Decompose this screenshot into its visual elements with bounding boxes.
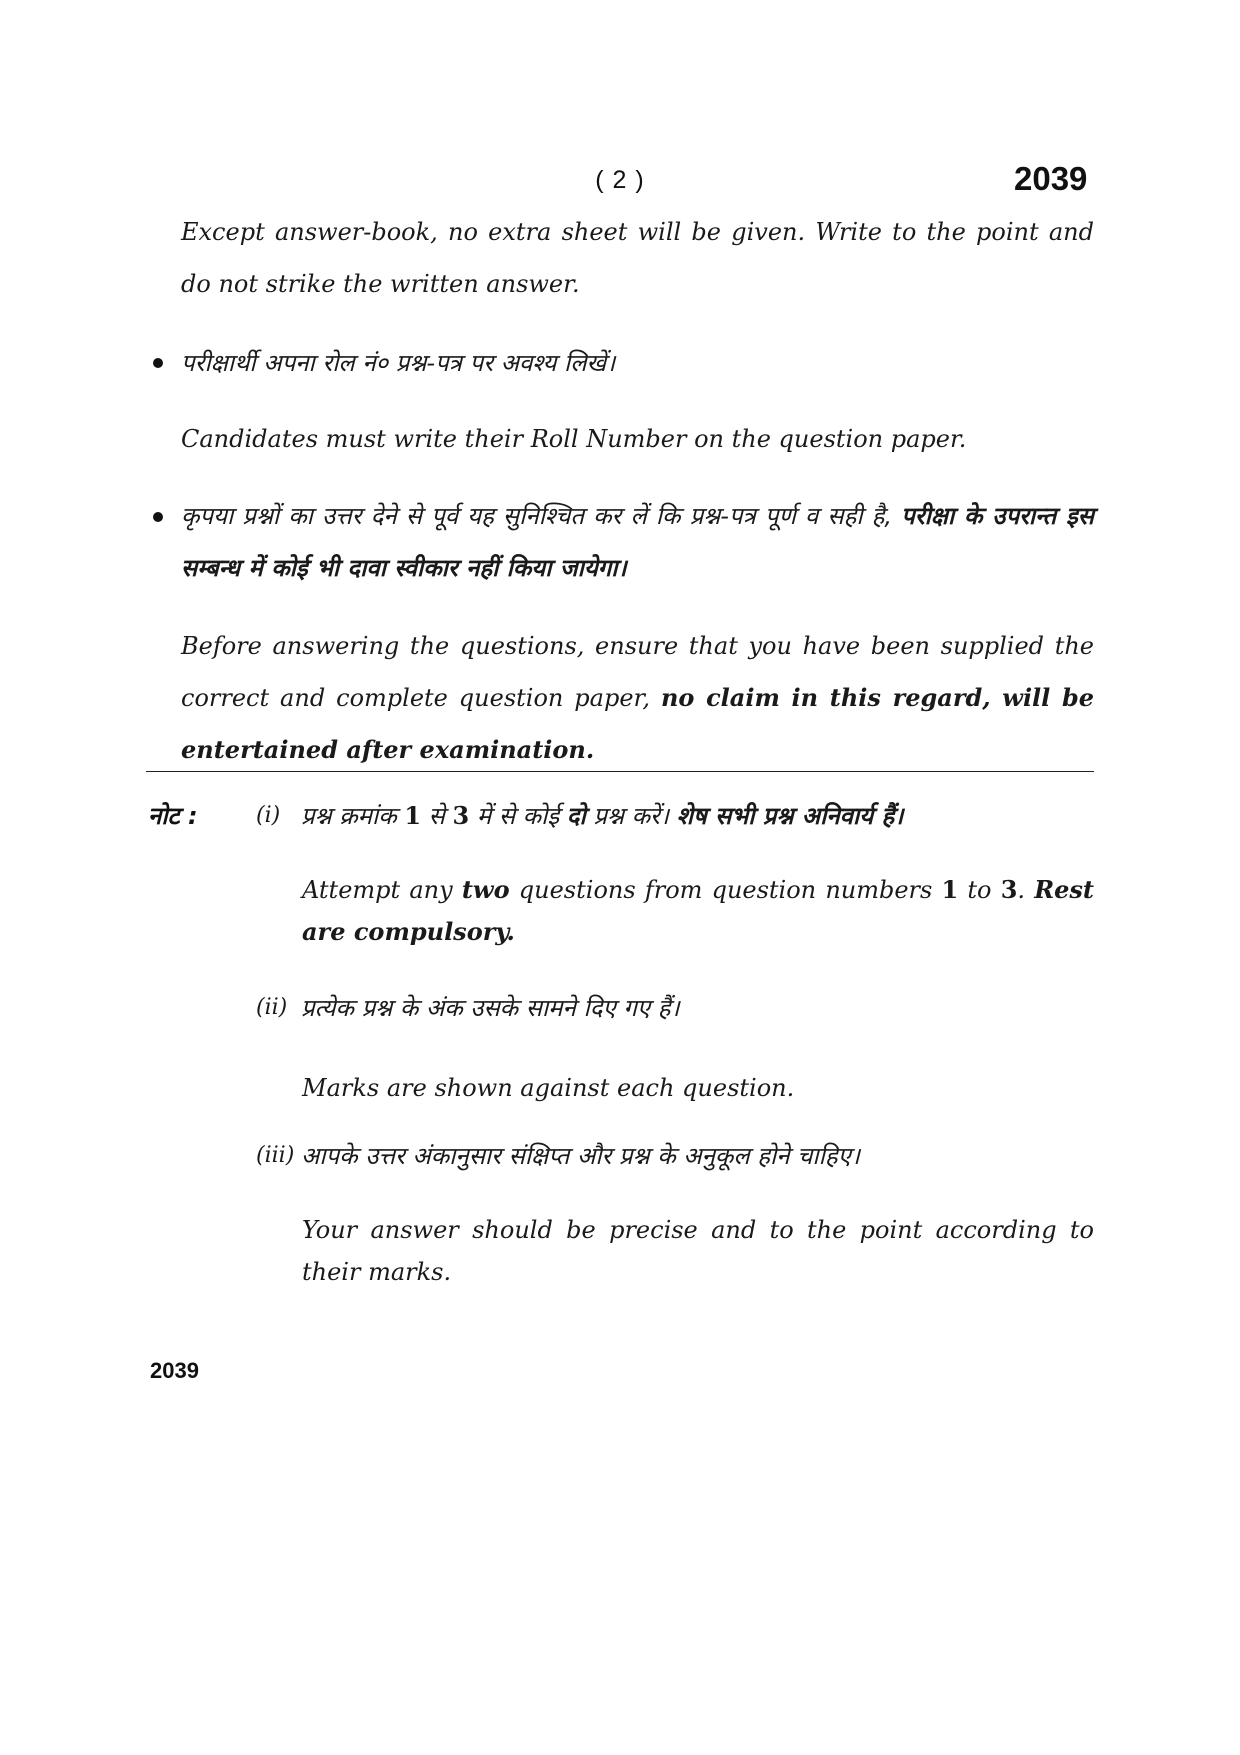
bullet-icon <box>153 358 163 368</box>
note-label: नोट : <box>148 802 198 830</box>
note-item-1-hindi: प्रश्न क्रमांक 1 से 3 में से कोई दो प्रश्न करें। शेष सभी प्रश्न अनिवार्य हैं। <box>301 801 904 830</box>
verify-paper-english-text: Before answering the questions, ensure that you have been supplied the correct and complete question paper, <box>181 632 1094 712</box>
page-number: ( 2 ) <box>595 166 645 194</box>
instruction-verify-paper-hindi <box>181 490 1094 594</box>
instruction-roll-number-hindi: परीक्षार्थी अपना रोल नं० प्रश्न-पत्र पर अवश्य लिखें। <box>181 349 616 377</box>
note-item-2-english: Marks are shown against each question. <box>302 1074 795 1102</box>
instruction-answer-book-english: Except answer-book, no extra sheet will be given. Write to the point and do not strike the written answer. <box>181 218 1094 298</box>
instruction-roll-number-english: Candidates must write their Roll Number on the question paper. <box>181 425 967 453</box>
note-item-2-hindi: प्रत्येक प्रश्न के अंक उसके सामने दिए गए हैं। <box>301 994 680 1022</box>
paper-code-footer: 2039 <box>150 1358 199 1383</box>
verify-paper-hindi-text: कृपया प्रश्नों का उत्तर देने से पूर्व यह सुनिश्चित कर लें कि प्रश्न-पत्र पूर्ण व सही है, <box>181 502 902 530</box>
no-claim-hindi-text: परीक्षा के उपरान्त इस सम्बन्ध में कोई भी दावा स्वीकार नहीं किया जायेगा। <box>181 502 1095 582</box>
note-item-1-numeral: (i) <box>256 803 281 828</box>
note-item-3-hindi: आपके उत्तर अंकानुसार संक्षिप्त और प्रश्न के अनुकूल होने चाहिए। <box>301 1142 860 1170</box>
note-item-1-english: Attempt any two questions from question numbers 1 to 3. Rest are compulsory. <box>302 875 1095 946</box>
note-item-3-english: Your answer should be precise and to the point according to their marks. <box>302 1216 1094 1286</box>
section-divider <box>146 771 1094 772</box>
bullet-icon <box>153 512 163 522</box>
no-claim-english-text: no claim in this regard, will be entertained after examination. <box>181 683 1095 764</box>
note-item-3-numeral: (iii) <box>256 1143 295 1168</box>
instruction-verify-paper-english <box>181 620 1094 776</box>
note-item-2-numeral: (ii) <box>256 995 288 1020</box>
paper-code-header: 2039 <box>1014 160 1088 197</box>
